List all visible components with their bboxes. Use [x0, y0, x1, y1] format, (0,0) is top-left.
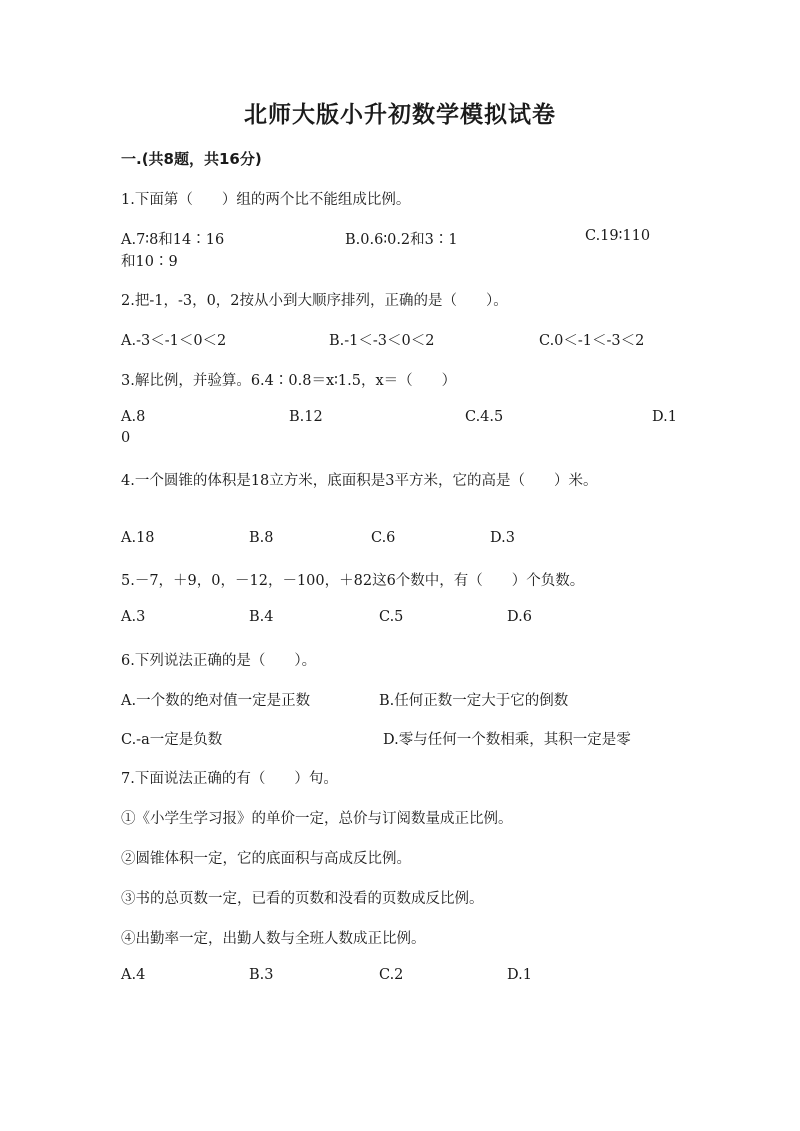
question-3-option-d-wrap: 0 — [121, 430, 131, 446]
question-7-option-d: D.1 — [507, 967, 532, 983]
question-7-option-b: B.3 — [249, 967, 274, 983]
question-5-option-c: C.5 — [379, 609, 404, 625]
question-3-option-a: A.8 — [121, 409, 146, 425]
question-4-option-b: B.8 — [249, 530, 274, 546]
question-5-option-d: D.6 — [507, 609, 532, 625]
question-4-stem: 4.一个圆锥的体积是18立方米，底面积是3平方米，它的高是（ ）米。 — [121, 473, 598, 489]
question-3-option-b: B.12 — [289, 409, 323, 425]
question-1-option-c: C.19∶110 — [585, 228, 651, 244]
question-6-option-a: A.一个数的绝对值一定是正数 — [121, 693, 311, 709]
question-7-statement-3: ③书的总页数一定，已看的页数和没看的页数成反比例。 — [121, 891, 484, 907]
question-1-option-c-wrap: 和10∶9 — [121, 254, 178, 270]
question-6-option-d: D.零与任何一个数相乘，其积一定是零 — [383, 732, 631, 748]
question-3-option-d: D.1 — [652, 409, 677, 425]
question-7-option-c: C.2 — [379, 967, 404, 983]
page-title: 北师大版小升初数学模拟试卷 — [244, 102, 556, 128]
question-4-option-d: D.3 — [490, 530, 515, 546]
question-7-option-a: A.4 — [121, 967, 146, 983]
question-1-stem: 1.下面第（ ）组的两个比不能组成比例。 — [121, 192, 411, 208]
question-1-option-a: A.7∶8和14∶16 — [121, 232, 225, 248]
question-1-option-b: B.0.6∶0.2和3∶1 — [345, 232, 458, 248]
question-6-stem: 6.下列说法正确的是（ ）。 — [121, 653, 317, 669]
question-5-stem: 5.－7，＋9，0，－12，－100，＋82这6个数中，有（ ）个负数。 — [121, 573, 585, 589]
question-7-stem: 7.下面说法正确的有（ ）句。 — [121, 771, 338, 787]
question-3-option-c: C.4.5 — [465, 409, 504, 425]
question-6-option-b: B.任何正数一定大于它的倒数 — [379, 693, 569, 709]
question-2-option-b: B.-1＜-3＜0＜2 — [329, 333, 435, 349]
question-5-option-b: B.4 — [249, 609, 274, 625]
question-6-option-c: C.-a一定是负数 — [121, 732, 223, 748]
question-4-option-a: A.18 — [121, 530, 155, 546]
question-7-statement-1: ①《小学生学习报》的单价一定，总价与订阅数量成正比例。 — [121, 811, 513, 827]
question-7-statement-4: ④出勤率一定，出勤人数与全班人数成正比例。 — [121, 931, 426, 947]
question-5-option-a: A.3 — [121, 609, 146, 625]
question-2-stem: 2.把-1，-3，0，2按从小到大顺序排列，正确的是（ ）。 — [121, 293, 508, 309]
question-7-statement-2: ②圆锥体积一定，它的底面积与高成反比例。 — [121, 851, 411, 867]
question-2-option-c: C.0＜-1＜-3＜2 — [539, 333, 645, 349]
question-3-stem: 3.解比例，并验算。6.4∶0.8＝x∶1.5，x＝（ ） — [121, 373, 457, 389]
section-heading: 一.(共8题，共16分) — [121, 150, 262, 168]
question-2-option-a: A.-3＜-1＜0＜2 — [121, 333, 227, 349]
question-4-option-c: C.6 — [371, 530, 396, 546]
